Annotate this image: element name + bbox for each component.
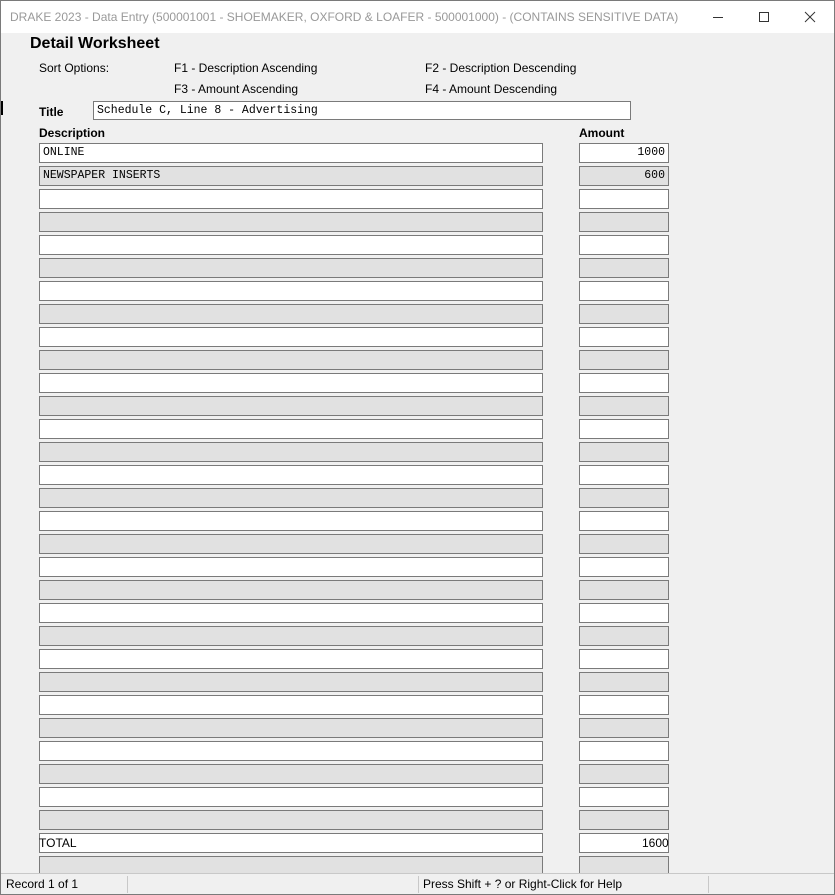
sort-option-f3[interactable]: F3 - Amount Ascending [174,82,299,96]
status-bar [1,873,834,895]
description-input[interactable] [39,626,543,646]
description-input[interactable] [39,534,543,554]
status-separator [418,876,419,893]
amount-input[interactable] [579,764,669,784]
amount-input[interactable] [579,580,669,600]
amount-input[interactable] [579,557,669,577]
amount-input[interactable] [579,166,669,186]
amount-input[interactable] [579,511,669,531]
description-input[interactable] [39,189,543,209]
amount-input[interactable] [579,603,669,623]
total-value: 1600 [642,836,669,850]
title-label: Title [39,105,64,119]
description-input[interactable] [39,281,543,301]
description-input[interactable] [39,212,543,232]
description-input[interactable] [39,258,543,278]
minimize-button[interactable] [695,1,741,33]
description-input[interactable] [39,557,543,577]
amount-input[interactable] [579,373,669,393]
amount-column-header: Amount [579,126,625,140]
amount-input[interactable] [579,649,669,669]
description-input[interactable] [39,695,543,715]
amount-input[interactable] [579,235,669,255]
sort-option-f2[interactable]: F2 - Description Descending [425,61,577,75]
amount-input[interactable] [579,465,669,485]
focus-indicator [1,101,3,115]
description-value: NEWSPAPER INSERTS [43,169,161,182]
amount-input[interactable] [579,488,669,508]
description-input[interactable] [39,833,543,853]
status-separator [127,876,128,893]
amount-input[interactable] [579,810,669,830]
description-input[interactable] [39,419,543,439]
description-input[interactable] [39,649,543,669]
amount-input[interactable] [579,327,669,347]
description-value: ONLINE [43,146,85,159]
amount-value: 600 [644,169,665,182]
description-input[interactable] [39,580,543,600]
amount-input[interactable] [579,281,669,301]
description-input[interactable] [39,350,543,370]
description-column-header: Description [39,126,106,140]
maximize-button[interactable] [741,1,787,33]
description-input[interactable] [39,143,543,163]
description-input[interactable] [39,304,543,324]
amount-input[interactable] [579,419,669,439]
description-input[interactable] [39,373,543,393]
description-input[interactable] [39,741,543,761]
page-title: Detail Worksheet [30,35,160,52]
title-input[interactable] [93,101,631,120]
description-input[interactable] [39,235,543,255]
help-hint: Press Shift + ? or Right-Click for Help [423,877,623,891]
description-input[interactable] [39,511,543,531]
title-input-value: Schedule C, Line 8 - Advertising [97,104,318,117]
total-label: TOTAL [39,836,77,850]
description-input[interactable] [39,166,543,186]
description-input[interactable] [39,603,543,623]
amount-input[interactable] [579,189,669,209]
description-input[interactable] [39,488,543,508]
title-bar[interactable] [1,1,834,33]
amount-input[interactable] [579,741,669,761]
maximize-icon [758,11,770,23]
close-button[interactable] [787,1,833,33]
amount-input[interactable] [579,442,669,462]
amount-input[interactable] [579,626,669,646]
amount-input[interactable] [579,212,669,232]
amount-input[interactable] [579,695,669,715]
amount-input[interactable] [579,143,669,163]
status-separator [708,876,709,893]
amount-input[interactable] [579,396,669,416]
amount-value: 1000 [637,146,665,159]
amount-input[interactable] [579,672,669,692]
amount-input[interactable] [579,718,669,738]
amount-input[interactable] [579,787,669,807]
description-input[interactable] [39,810,543,830]
description-input[interactable] [39,718,543,738]
amount-input[interactable] [579,534,669,554]
description-input[interactable] [39,764,543,784]
description-input[interactable] [39,787,543,807]
description-input[interactable] [39,442,543,462]
sort-option-f1[interactable]: F1 - Description Ascending [174,61,318,75]
description-input[interactable] [39,327,543,347]
sort-options-label: Sort Options: [39,61,110,75]
description-input[interactable] [39,672,543,692]
description-input[interactable] [39,465,543,485]
minimize-icon [712,11,724,23]
close-icon [804,11,816,23]
amount-input[interactable] [579,350,669,370]
record-indicator: Record 1 of 1 [6,877,79,891]
amount-input[interactable] [579,258,669,278]
amount-input[interactable] [579,304,669,324]
description-input[interactable] [39,396,543,416]
window-title: DRAKE 2023 - Data Entry (500001001 - SHOEMAKER, OXFORD & LOAFER - 500001000) - (CONTAINS SENSITIVE DATA) [10,10,679,24]
sort-option-f4[interactable]: F4 - Amount Descending [425,82,558,96]
